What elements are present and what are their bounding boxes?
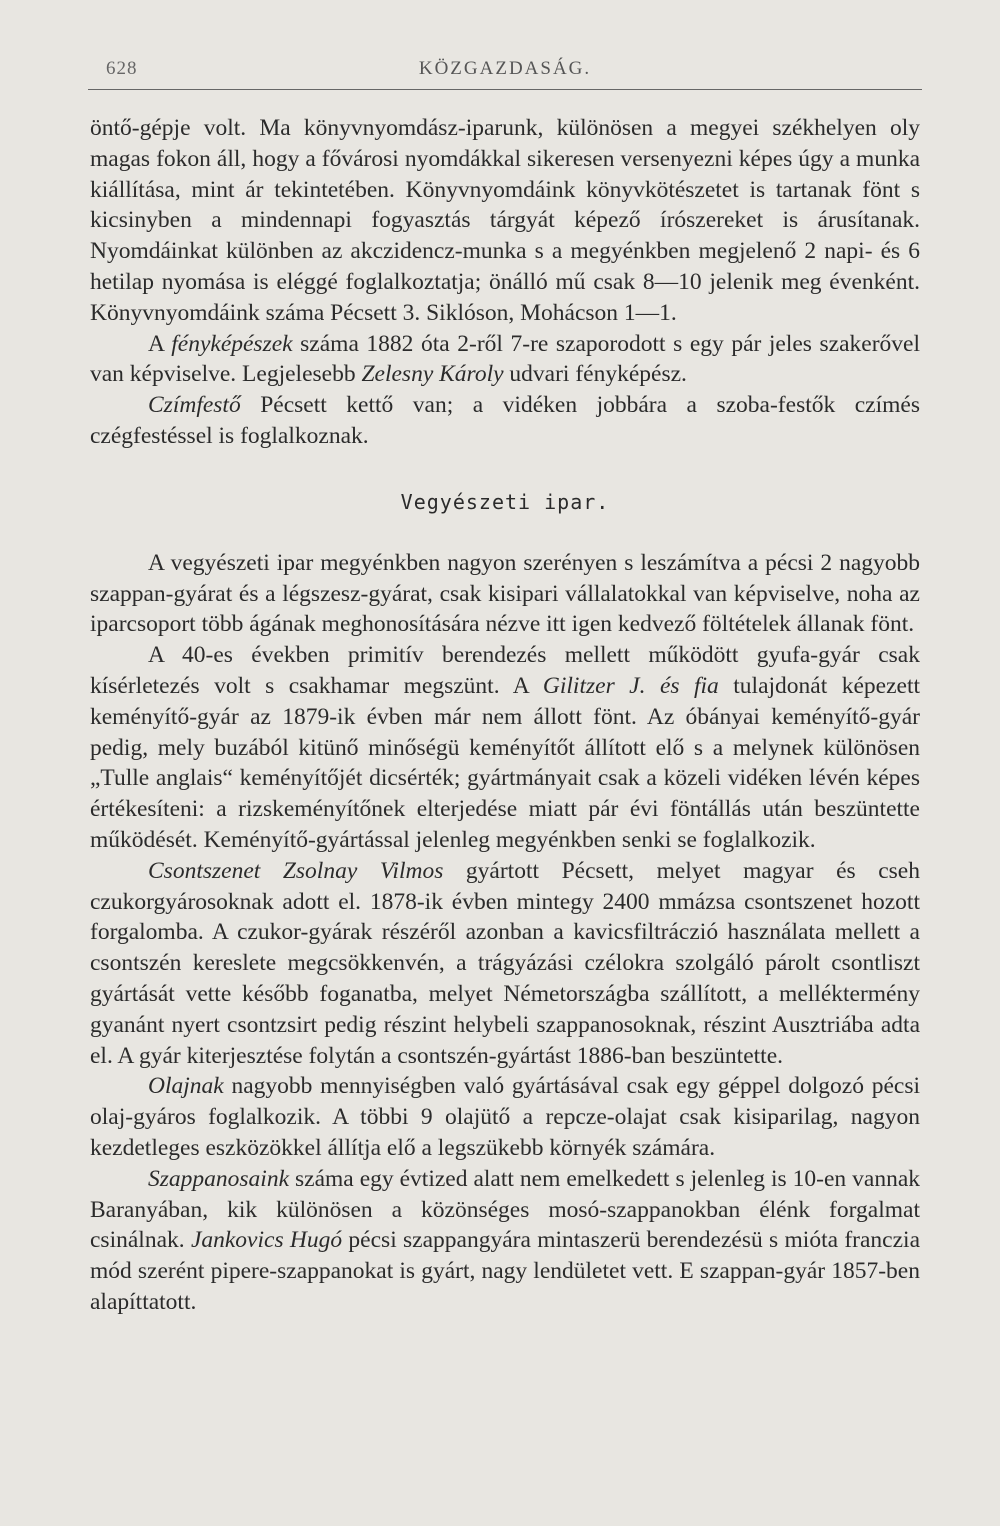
emphasis-term: fényképészek [171, 330, 293, 357]
paragraph-soap [90, 1164, 920, 1318]
text-run: tulajdonát képezett keményítő-gyár az 1879-ik évben már nem állott fönt. Az óbányai keményítő-gyár pedig, mely buzából kitünő minőségü keményítőt állított elő s a melynek különösen „Tulle anglais“ keményítőjét dicsérték; gyártmányait csak a közeli vidéken lévén képes értékesíteni: a rizskeményítőnek elterjedése miatt pár évi föntállás után beszüntette működését. Keményítő-gyártással jelenleg megyénkben senki se foglalkozik. [90, 672, 921, 853]
emphasis-name: Gilitzer J. és fia [542, 672, 719, 699]
running-head [90, 58, 920, 88]
text-run: A 40-es években primitív berendezés mellett működött gyufa-gyár csak kísérletezés volt s csakhamar megszünt. A [90, 642, 920, 699]
paragraph-bone-charcoal [90, 856, 920, 1072]
section-heading: Vegyészeti ipar. [400, 489, 610, 514]
paragraph-starch [90, 640, 920, 856]
emphasis-name: Zelesny Károly [361, 361, 504, 388]
paragraph-photographers [90, 329, 920, 391]
paragraph-oil [90, 1071, 920, 1163]
paragraph-sign-painters [90, 390, 920, 452]
text-run: A [148, 330, 172, 357]
emphasis-term: Szappanosaink [148, 1165, 289, 1192]
paragraph-text: A vegyészeti ipar megyénkben nagyon szerényen s leszámítva a pécsi 2 nagyobb szappan-gyárat és a légszesz-gyárat, csak kisipari vállalatokkal van képviselve, noha az iparcsoport több ágának meghonosítására nézve itt igen kedvező föltételek állanak fönt. [90, 549, 920, 638]
text-run: száma egy évtized alatt nem emelkedett s jelenleg is 10-en vannak Baranyában, kik különösen a közönséges mosó-szappanokban élénk forgalmat csinálnak. [90, 1165, 920, 1254]
page-number: 628 [106, 58, 138, 79]
emphasis-name: Jankovics Hugó [190, 1227, 343, 1254]
text-run: száma 1882 óta 2-ről 7-re szaporodott s egy pár jeles szakerővel van képviselve. Legjelesebb [90, 330, 920, 388]
text-run: nagyobb mennyiségben való gyártásával csak egy géppel dolgozó pécsi olaj-gyáros foglalkozik. A többi 9 olajütő a repcze-olajat csak kisiparilag, nagyon kezdetleges eszközökkel állítja elő a legszükebb környék számára. [90, 1073, 920, 1161]
paragraph-continuation [90, 113, 920, 329]
journal-title: KÖZGAZDASÁG. [418, 58, 592, 79]
text-run: udvari fényképész. [503, 361, 687, 388]
paragraph-chemical-intro [90, 548, 920, 640]
body-text [90, 113, 920, 1318]
header-rule [88, 89, 922, 90]
text-run: pécsi szappangyára mintaszerü berendezésü s mióta franczia mód szerént pipere-szappanokat is gyárt, nagy lendületet vett. E szappan-gyár 1857-ben alapíttatott. [90, 1227, 920, 1315]
emphasis-term: Csontszenet Zsolnay Vilmos [148, 857, 444, 884]
emphasis-term: Czímfestő [148, 392, 241, 419]
text-run: Pécsett kettő van; a vidéken jobbára a szoba-festők czímés czégfestéssel is foglalkoznak. [90, 392, 920, 449]
text-run: gyártott Pécsett, melyet magyar és cseh czukorgyárosoknak adott el. 1878-ik évben mintegy 2400 mmázsa csontszenet hozott forgalomba. A czukor-gyárak részéről azonban a kavicsfiltráczió használata mellett a csontszén kereslete megcsökkenvén, a trágyázási czélokra szolgáló párolt csontliszt gyártását vette később foganatba, melyet Németországba szállított, a melléktermény gyanánt nyert csontzsirt pedig részint helybeli szappanosoknak, részint Ausztriába adta el. A gyár kiterjesztése folytán a csontszén-gyártást 1886-ban beszüntette. [90, 857, 920, 1069]
emphasis-term: Olajnak [148, 1073, 224, 1100]
paragraph-text: öntő-gépje volt. Ma könyvnyomdász-iparunk, különösen a megyei székhelyen oly magas fokon áll, hogy a fővárosi nyomdákkal sikeresen versenyezni képes úgy a munka kiállítása, mint ár tekintetében. Könyvnyomdáink könyvkötészetet is tartanak fönt s kicsinyben a mindennapi fogyasztás tárgyát képező írószereket is árusítanak. Nyomdáinkat különben az akczidencz-munka s a megyénkben megjelenő 2 napi- és 6 hetilap nyomása is eléggé foglalkoztatja; önálló mű csak 8—10 jelenik meg évenként. Könyvnyomdáink száma Pécsett 3. Siklóson, Mohácson 1—1. [90, 115, 920, 326]
